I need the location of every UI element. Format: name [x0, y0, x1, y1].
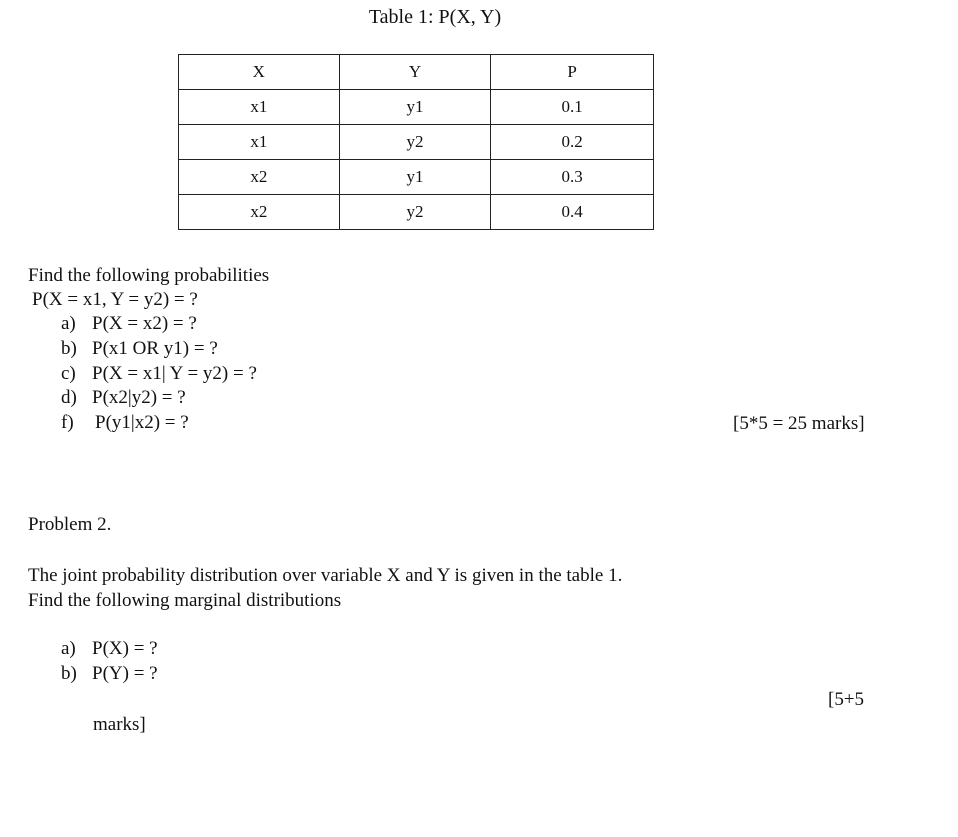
problem1-item-c: [61, 363, 257, 385]
table-cell: y2: [339, 125, 491, 160]
list-item-text: P(X) = ?: [92, 638, 158, 659]
list-item-text: P(x1 OR y1) = ?: [92, 338, 218, 359]
problem1-item-d: [61, 387, 186, 409]
problem1-item-b: [61, 338, 218, 360]
list-marker: a): [61, 638, 76, 659]
problem2-heading: Problem 2.: [28, 514, 112, 535]
problem1-item-a: [61, 313, 197, 335]
column-header-x: X: [179, 55, 340, 90]
probability-table: [178, 54, 654, 230]
table-row: [179, 160, 654, 195]
table-row: [179, 195, 654, 230]
table-cell: y1: [339, 160, 491, 195]
column-header-y: Y: [339, 55, 491, 90]
list-marker: c): [61, 363, 76, 384]
table-cell: x2: [179, 195, 340, 230]
list-marker: f): [61, 412, 74, 433]
problem1-item-f: [61, 412, 189, 434]
problem1-marks: [5*5 = 25 marks]: [733, 413, 865, 434]
list-item-text: P(X = x1| Y = y2) = ?: [92, 363, 257, 384]
problem2-line2: Find the following marginal distributions: [28, 590, 342, 611]
column-header-p: P: [491, 55, 654, 90]
list-item-text: P(x2|y2) = ?: [92, 387, 186, 408]
table-cell: x2: [179, 160, 340, 195]
problem2-item-a: [61, 638, 158, 660]
table-cell: x1: [179, 125, 340, 160]
table-row: [179, 90, 654, 125]
table-cell: 0.4: [491, 195, 654, 230]
problem2-item-b: [61, 663, 158, 685]
list-marker: a): [61, 313, 76, 334]
list-item-text: P(y1|x2) = ?: [95, 412, 189, 433]
table-cell: 0.2: [491, 125, 654, 160]
list-marker: d): [61, 387, 77, 408]
list-marker: b): [61, 338, 77, 359]
list-marker: b): [61, 663, 77, 684]
list-item-text: P(Y) = ?: [92, 663, 158, 684]
problem1-first-question: P(X = x1, Y = y2) = ?: [32, 289, 198, 310]
table-cell: y2: [339, 195, 491, 230]
problem1-intro: Find the following probabilities: [28, 265, 270, 286]
problem2-marks-part1: [5+5: [828, 689, 865, 710]
table-cell: 0.3: [491, 160, 654, 195]
table-cell: y1: [339, 90, 491, 125]
list-item-text: P(X = x2) = ?: [92, 313, 197, 334]
problem2-marks-part2: marks]: [93, 714, 146, 735]
table-cell: x1: [179, 90, 340, 125]
problem2-line1: The joint probability distribution over variable X and Y is given in the table 1.: [28, 565, 623, 586]
table-caption: Table 1: P(X, Y): [368, 6, 502, 28]
table-header-row: [179, 55, 654, 90]
table-cell: 0.1: [491, 90, 654, 125]
table-row: [179, 125, 654, 160]
